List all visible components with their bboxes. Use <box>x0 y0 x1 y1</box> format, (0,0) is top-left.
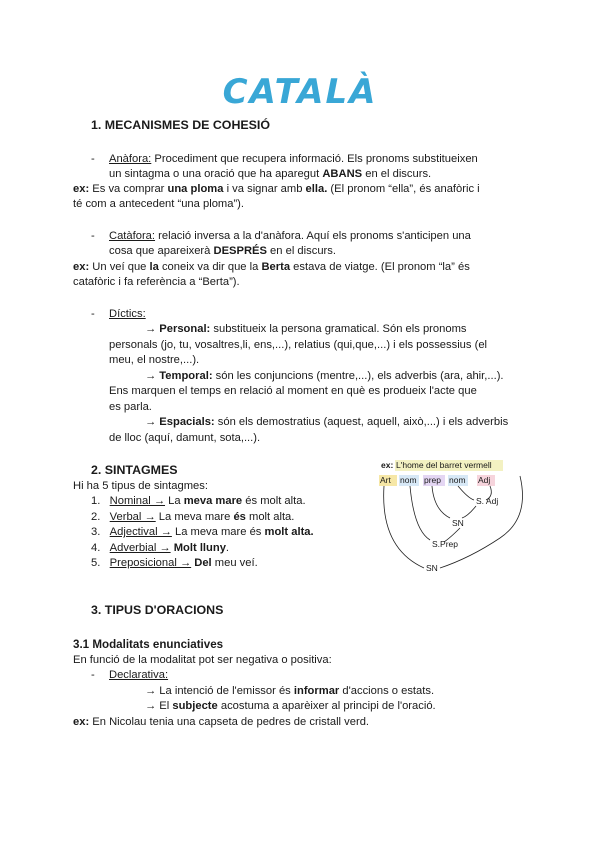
anafora-def: Procediment que recupera informació. Els pronoms substitueixen <box>151 153 478 165</box>
text: . <box>225 542 230 554</box>
page-title: CATALÀ <box>222 72 378 112</box>
text: Es va comprar <box>89 183 168 195</box>
text: Un veí que <box>89 261 150 273</box>
emphasis: Berta <box>261 261 291 273</box>
list-number: 5. <box>91 557 101 569</box>
text: en el discurs. <box>266 245 336 257</box>
tag-art: Art <box>380 475 391 485</box>
dictics-personal-line1 <box>145 322 466 337</box>
emphasis: Molt lluny <box>173 542 226 554</box>
list-item <box>91 525 314 540</box>
arrow-icon: → <box>145 323 160 335</box>
text: coneix va dir que la <box>158 261 262 273</box>
text: són els demostratius (aquest, aquell, això,...) i els adverbis <box>214 416 509 428</box>
anafora-example-line1 <box>73 182 480 197</box>
dictics-temporal-line3: es parla. <box>109 401 152 413</box>
text: és molt alta. <box>242 495 306 507</box>
anafora-line2 <box>109 167 431 182</box>
modalitats-intro: En funció de la modalitat pot ser negativa o positiva: <box>73 654 332 666</box>
node-sn: SN <box>452 518 464 528</box>
dictics-term: Díctics: <box>109 308 146 320</box>
emphasis: meva mare <box>183 495 243 507</box>
text: meu veí. <box>211 557 258 569</box>
emphasis: DESPRÉS <box>213 245 267 257</box>
sintagma-type: Verbal → <box>109 511 156 523</box>
dictics-personal-line3: meu, el nostre,...). <box>109 354 200 366</box>
personal-label: Personal: <box>159 323 211 335</box>
section-heading-oracions: 3. TIPUS D'ORACIONS <box>91 603 224 617</box>
text: estava de viatge. (El pronom “la” és <box>290 261 470 273</box>
emphasis: una ploma <box>167 183 224 195</box>
diagram-sentence: L'home del barret vermell <box>396 460 492 470</box>
list-item <box>91 556 258 571</box>
s-prep-branch <box>410 486 460 542</box>
syntax-diagram <box>370 458 530 578</box>
section-heading-cohesio: 1. MECANISMES DE COHESIÓ <box>91 118 271 132</box>
dictics-espacial-line2: de lloc (aquí, damunt, sota,...). <box>109 432 261 444</box>
temporal-label: Temporal: <box>159 370 213 382</box>
sintagma-type: Adverbial → <box>109 542 171 554</box>
declarativa-term: Declarativa: <box>109 669 169 681</box>
bullet-dash: - <box>91 669 95 681</box>
declarativa-line2 <box>145 699 436 714</box>
text: La <box>165 495 184 507</box>
sintagmes-intro: Hi ha 5 tipus de sintagmes: <box>73 480 208 492</box>
text: cosa que apareixerà <box>109 245 214 257</box>
list-item <box>91 510 294 525</box>
node-s-prep: S.Prep <box>432 539 458 549</box>
tag-adj: Adj <box>478 475 491 485</box>
list-item <box>91 494 306 509</box>
tag-prep: prep <box>424 475 442 485</box>
declarativa-example <box>73 715 369 730</box>
sintagma-type: Nominal → <box>109 495 166 507</box>
anafora-example-line2: té com a antecedent “una ploma”). <box>73 198 245 210</box>
text: substitueix la persona gramatical. Són els pronoms <box>210 323 467 335</box>
sn-branch <box>432 486 476 518</box>
dictics-personal-line2: personals (jo, tu, vosaltres,li, ens,...), relatius (qui,que,...) i els possessius (el <box>109 339 488 351</box>
list-number: 3. <box>91 526 101 538</box>
node-sn-root: SN <box>426 563 438 573</box>
example-label: ex: <box>73 716 90 728</box>
emphasis: subjecte <box>172 700 218 712</box>
bullet-dash: - <box>91 230 95 242</box>
catafora-def: relació inversa a la d'anàfora. Aquí els pronoms s'anticipen una <box>155 230 471 242</box>
emphasis: ella. <box>305 183 328 195</box>
text: d'accions o estats. <box>339 685 435 697</box>
subsection-heading: 3.1 Modalitats enunciatives <box>73 638 224 651</box>
text: El <box>159 700 173 712</box>
text: (El pronom “ella”, és anafòric i <box>327 183 480 195</box>
emphasis: molt alta. <box>264 526 314 538</box>
arrow-icon: → <box>145 685 160 697</box>
emphasis: Del <box>194 557 212 569</box>
arrow-icon: → <box>145 370 160 382</box>
text: La intenció de l'emissor és <box>159 685 294 697</box>
arrow-icon: → <box>145 700 160 712</box>
node-s-adj: S. Adj <box>476 496 499 506</box>
text: un sintagma o una oració que ha aparegut <box>109 168 323 180</box>
tag-nom-2: nom <box>449 475 466 485</box>
list-item <box>91 541 229 556</box>
diagram-example-label: ex: <box>381 460 394 470</box>
anafora-term: Anàfora: <box>109 153 152 165</box>
example-label: ex: <box>73 183 90 195</box>
example-label: ex: <box>73 261 90 273</box>
catafora-term: Catàfora: <box>109 230 156 242</box>
text: La meva mare <box>155 511 234 523</box>
dictics-temporal-line1 <box>145 369 504 384</box>
declarativa-line1 <box>145 684 434 699</box>
emphasis: ABANS <box>322 168 363 180</box>
catafora-line2 <box>109 244 336 259</box>
catafora-example-line1 <box>73 260 470 275</box>
text: en el discurs. <box>362 168 432 180</box>
emphasis: és <box>233 511 246 523</box>
list-number: 1. <box>91 495 101 507</box>
arrow-icon: → <box>145 416 160 428</box>
sintagma-type: Adjectival → <box>109 526 172 538</box>
catafora-line1 <box>109 229 471 244</box>
emphasis: informar <box>293 685 340 697</box>
list-number: 2. <box>91 511 101 523</box>
list-number: 4. <box>91 542 101 554</box>
text: i va signar amb <box>223 183 306 195</box>
dictics-temporal-line2: Ens marquen el temps en relació al moment en què es produeix l'acte que <box>109 385 477 397</box>
anafora-line1 <box>109 152 478 167</box>
text: molt alta. <box>245 511 295 523</box>
espacial-label: Espacials: <box>159 416 215 428</box>
section-heading-sintagmes: 2. SINTAGMES <box>91 463 178 477</box>
tag-nom: nom <box>400 475 417 485</box>
emphasis: la <box>149 261 159 273</box>
bullet-dash: - <box>91 153 95 165</box>
bullet-dash: - <box>91 308 95 320</box>
catafora-example-line2: catafòric i fa referència a “Berta”). <box>73 276 240 288</box>
text: En Nicolau tenia una capseta de pedres de cristall verd. <box>89 716 370 728</box>
sintagma-type: Preposicional → <box>109 557 192 569</box>
text: són les conjuncions (mentre,...), els adverbis (ara, ahir,...). <box>212 370 504 382</box>
dictics-espacial-line1 <box>145 415 508 430</box>
text: La meva mare és <box>171 526 265 538</box>
text: acostuma a aparèixer al principi de l'oració. <box>217 700 436 712</box>
